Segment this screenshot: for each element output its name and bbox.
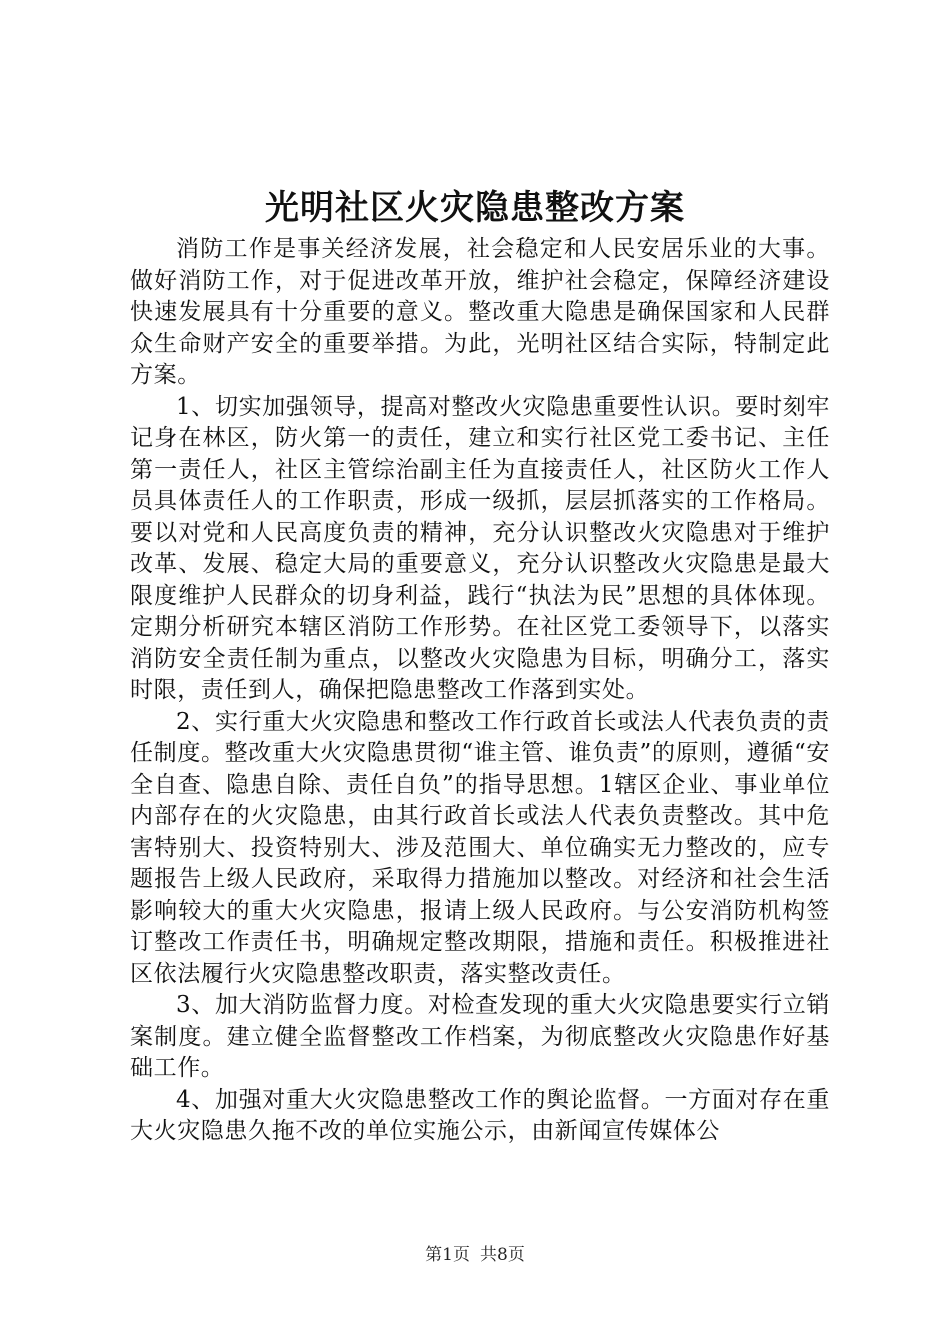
paragraph-item-1: 1、切实加强领导，提高对整改火灾隐患重要性认识。要时刻牢记身在林区，防火第一的责任，建立和实行社区党工委书记、主任第一责任人，社区主管综治副主任为直接责任人，社区防火工作人员具体责任人的工作职责，形成一级抓，层层抓落实的工作格局。要以对党和人民高度负责的精神，充分认识整改火灾隐患对于维护改革、发展、稳定大局的重要意义，充分认识整改火灾隐患是最大限度维护人民群众的切身利益，践行“执法为民”思想的具体体现。定期分析研究本辖区消防工作形势。在社区党工委领导下，以落实消防安全责任制为重点，以整改火灾隐患为目标，明确分工，落实时限，责任到人，确保把隐患整改工作落到实处。 — [130, 393, 830, 703]
page-total: 共8页 — [480, 1245, 525, 1265]
paragraph-item-3: 3、加大消防监督力度。对检查发现的重大火灾隐患要实行立销案制度。建立健全监督整改工作档案，为彻底整改火灾隐患作好基础工作。 — [130, 992, 830, 1081]
page-footer — [0, 1244, 950, 1266]
document-title: 光明社区火灾隐患整改方案 — [265, 188, 685, 228]
paragraph-item-2: 2、实行重大火灾隐患和整改工作行政首长或法人代表负责的责任制度。整改重大火灾隐患贯彻“谁主管、谁负责”的原则，遵循“安全自查、隐患自除、责任自负”的指导思想。1辖区企业、事业单位内部存在的火灾隐患，由其行政首长或法人代表负责整改。其中危害特别大、投资特别大、涉及范围大、单位确实无力整改的，应专题报告上级人民政府，采取得力措施加以整改。对经济和社会生活影响较大的重大火灾隐患，报请上级人民政府。与公安消防机构签订整改工作责任书，明确规定整改期限，措施和责任。积极推进社区依法履行火灾隐患整改职责，落实整改责任。 — [130, 708, 830, 987]
paragraph-intro: 消防工作是事关经济发展，社会稳定和人民安居乐业的大事。做好消防工作，对于促进改革开放，维护社会稳定，保障经济建设快速发展具有十分重要的意义。整改重大隐患是确保国家和人民群众生命财产安全的重要举措。为此，光明社区结合实际，特制定此方案。 — [130, 236, 830, 388]
page-number: 第1页 — [425, 1245, 470, 1265]
paragraph-item-4: 4、加强对重大火灾隐患整改工作的舆论监督。一方面对存在重大火灾隐患久拖不改的单位实施公示，由新闻宣传媒体公 — [130, 1086, 830, 1144]
document-body — [130, 234, 830, 1148]
